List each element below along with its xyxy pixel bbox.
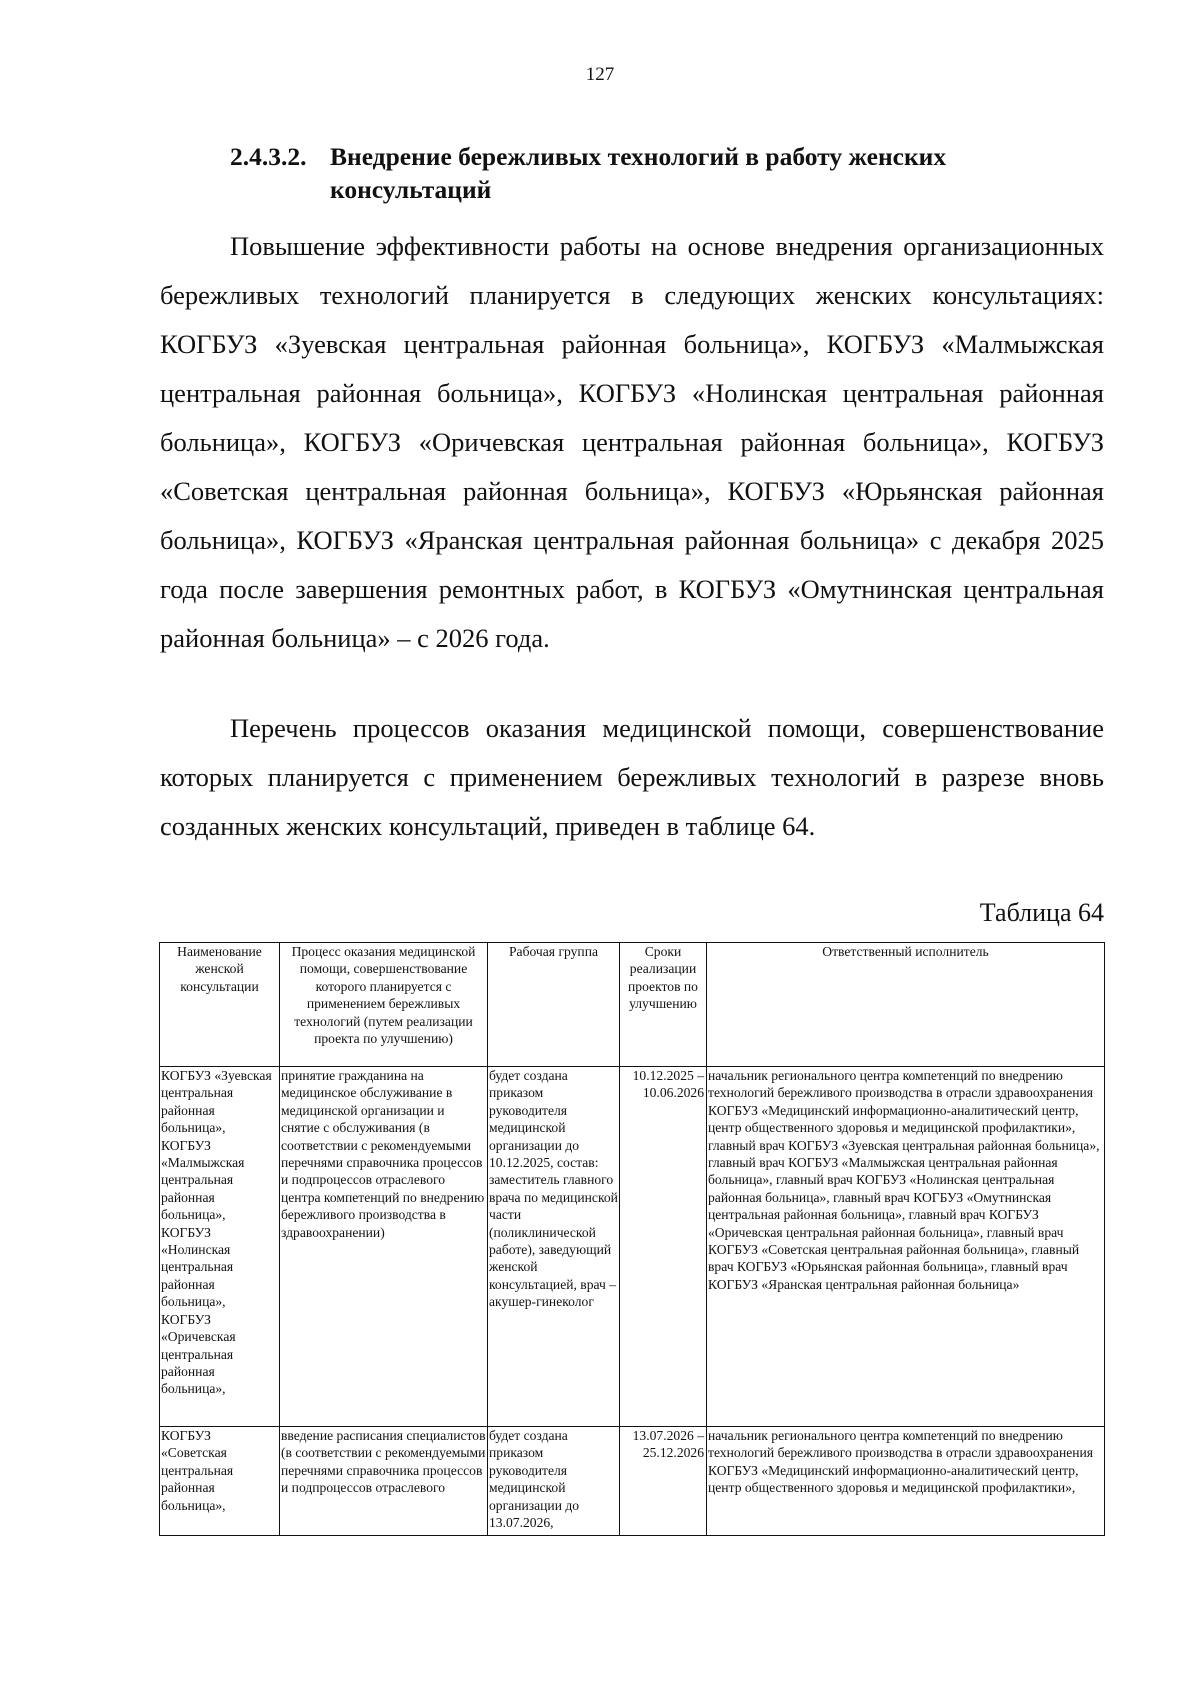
table-row — [160, 1427, 1105, 1536]
process-cell: принятие гражданина на медицинское обслуживание в медицинской организации и снятие с обслуживания (в соответствии с рекомендуемыми перечнями справочника процессов и подпроцессов отраслевого центра компетенций по внедрению бережливого производства в здравоохранении) — [280, 1067, 488, 1427]
working-group-cell: будет создана приказом руководителя медицинской организации до 10.12.2025, состав: заместитель главного врача по медицинской части (поликлинической работе), заведующий женской консультацией, врач – акушер-гинеколог — [488, 1067, 620, 1427]
working-group-cell: будет создана приказом руководителя медицинской организации до 13.07.2026, — [488, 1427, 620, 1536]
consultation-name-cell: КОГБУЗ «Зуевская центральная районная больница», КОГБУЗ «Малмыжская центральная районная больница», КОГБУЗ «Нолинская центральная районная больница», КОГБУЗ «Оричевская центральная районная больница», — [160, 1067, 280, 1427]
responsible-cell: начальник регионального центра компетенций по внедрению технологий бережливого производства в отрасли здравоохранения КОГБУЗ «Медицинский информационно-аналитический центр, центр общественного здоровья и медицинской профилактики», — [707, 1427, 1105, 1536]
paragraph: Перечень процессов оказания медицинской помощи, совершенствование которых планируется с применением бережливых технологий в разрезе вновь созданных женских консультаций, приведен в таблице 64. — [160, 713, 1104, 841]
process-cell: введение расписания специалистов (в соответствии с рекомендуемыми перечнями справочника процессов и подпроцессов отраслевого — [280, 1427, 488, 1536]
responsible-cell: начальник регионального центра компетенций по внедрению технологий бережливого производства в отрасли здравоохранения КОГБУЗ «Медицинский информационно-аналитический центр, центр общественного здоровья и медицинской профилактики», главный врач КОГБУЗ «Зуевская центральная районная больница», главный врач КОГБУЗ «Малмыжская центральная районная больница», главный врач КОГБУЗ «Нолинская центральная районная больница», главный врач КОГБУЗ «Омутнинская центральная районная больница», главный врач КОГБУЗ «Оричевская центральная районная больница», главный врач КОГБУЗ «Советская центральная районная больница», главный врач КОГБУЗ «Юрьянская районная больница», главный врач КОГБУЗ «Яранская центральная районная больница» — [707, 1067, 1105, 1427]
table-64 — [159, 942, 1105, 1536]
section-number: 2.4.3.2. — [230, 142, 307, 171]
column-header: Процесс оказания медицинской помощи, совершенствование которого планируется с применением бережливых технологий (путем реализации проекта по улучшению) — [280, 943, 488, 1067]
table-caption: Таблица 64 — [979, 898, 1104, 927]
paragraph: Повышение эффективности работы на основе внедрения организационных бережливых технологий планируется в следующих женских консультациях: КОГБУЗ «Зуевская центральная районная больница», КОГБУЗ «Малмыжская центральная районная больница», КОГБУЗ «Нолинская центральная районная больница», КОГБУЗ «Оричевская центральная районная больница», КОГБУЗ «Советская центральная районная больница», КОГБУЗ «Юрьянская районная больница», КОГБУЗ «Яранская центральная районная больница» с декабря 2025 года после завершения ремонтных работ, в КОГБУЗ «Омутнинская центральная районная больница» – с 2026 года. — [160, 231, 1104, 653]
page-number: 127 — [585, 64, 615, 85]
column-header: Ответственный исполнитель — [707, 943, 1105, 1067]
column-header: Рабочая группа — [488, 943, 620, 1067]
consultation-name-cell: КОГБУЗ «Советская центральная районная больница», — [160, 1427, 280, 1536]
dates-cell: 13.07.2026 – 25.12.2026 — [620, 1427, 707, 1536]
table-row — [160, 1067, 1105, 1427]
section-heading — [230, 140, 1110, 206]
dates-cell: 10.12.2025 – 10.06.2026 — [620, 1067, 707, 1427]
table-header-row — [160, 943, 1105, 1067]
section-title: Внедрение бережливых технологий в работу женских консультаций — [330, 142, 947, 204]
column-header: Наименование женской консультации — [160, 943, 280, 1067]
column-header: Сроки реализации проектов по улучшению — [620, 943, 707, 1067]
